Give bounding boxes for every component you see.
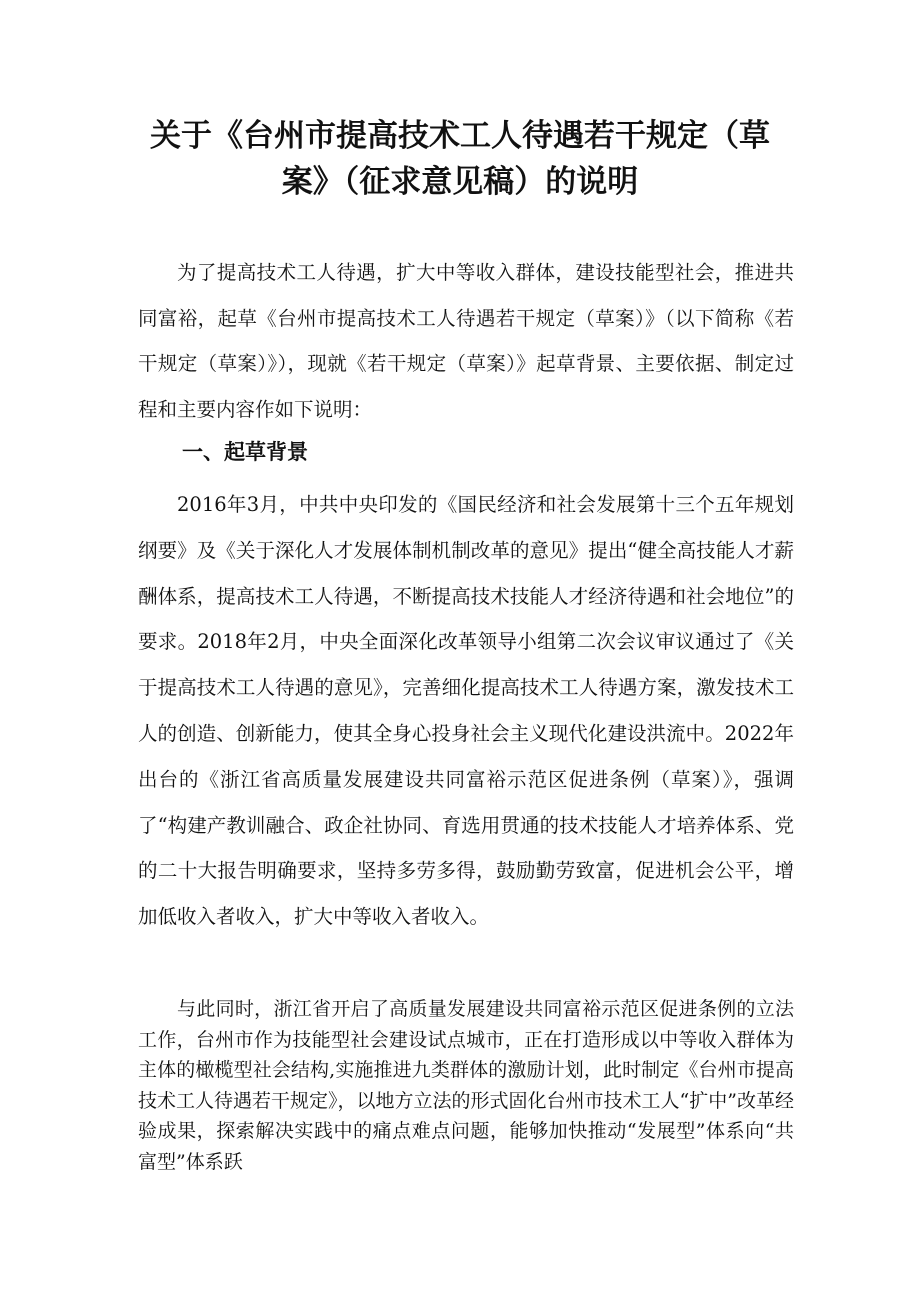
intro-paragraph: 为了提高技术工人待遇，扩大中等收入群体，建设技能型社会，推进共同富裕，起草《台州市提高技术工人待遇若干规定（草案）》（以下简称《若干规定（草案）》），现就《若干规定（草案）》起草背景、主要依据、制定过程和主要内容作如下说明： [138, 261, 794, 421]
document-title-line-1: 关于《台州市提高技术工人待遇若干规定（草 [150, 118, 770, 154]
legislation-paragraph: 与此同时，浙江省开启了高质量发展建设共同富裕示范区促进条例的立法工作，台州市作为技能型社会建设试点城市，正在打造形成以中等收入群体为主体的橄榄型社会结构,实施推进九类群体的激励计划，此时制定《台州市提高技术工人待遇若干规定》，以地方立法的形式固化台州市技术工人“扩中”改革经验成果，探索解决实践中的痛点难点问题，能够加快推动“发展型”体系向“共富型”体系跃 [138, 998, 794, 1173]
section-heading-background: 一、起草背景 [182, 440, 308, 464]
background-paragraph: 2016年3月，中共中央印发的《国民经济和社会发展第十三个五年规划纲要》及《关于深化人才发展体制机制改革的意见》提出“健全高技能人才薪酬体系，提高技术工人待遇，不断提高技术技能人才经济待遇和社会地位”的要求。2018年2月，中央全面深化改革领导小组第二次会议审议通过了《关于提高技术工人待遇的意见》，完善细化提高技术工人待遇方案，激发技术工人的创造、创新能力，使其全身心投身社会主义现代化建设洪流中。2022年出台的《浙江省高质量发展建设共同富裕示范区促进条例（草案）》，强调了“构建产教训融合、政企社协同、育选用贯通的技术技能人才培养体系、党的二十大报告明确要求，坚持多劳多得，鼓励勤劳致富，促进机会公平，增加低收入者收入，扩大中等收入者收入。 [138, 493, 794, 929]
document-title-line-2: 案》（征求意见稿）的说明 [281, 164, 639, 200]
